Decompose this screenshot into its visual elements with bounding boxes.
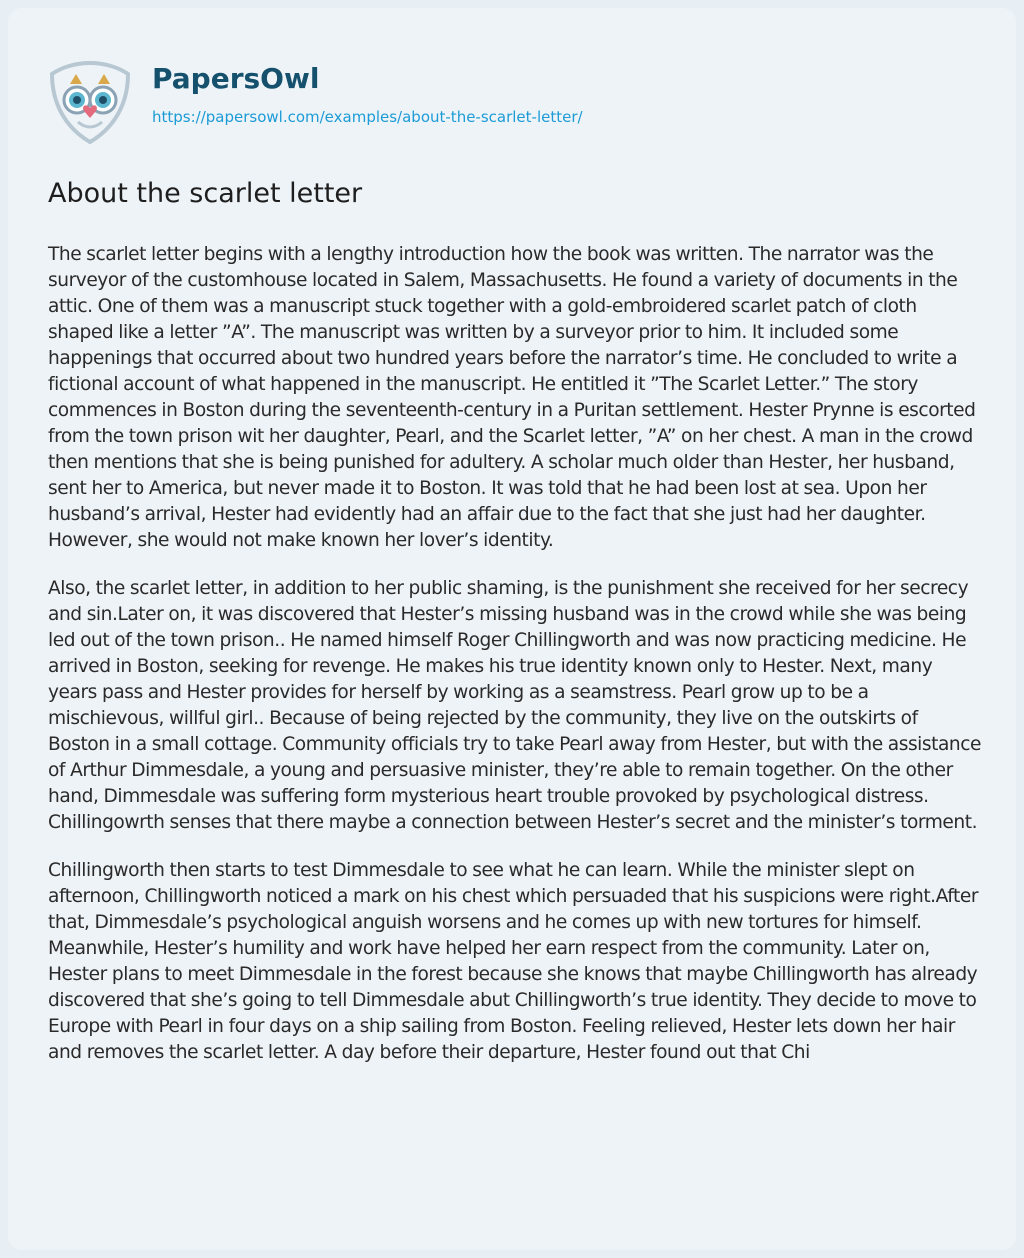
page-url-link[interactable]: https://papersowl.com/examples/about-the-scarlet-letter/ xyxy=(152,108,583,126)
essay-paragraph: The scarlet letter begins with a lengthy introduction how the book was written. The narrator was the surveyor of the customhouse located in Salem, Massachusetts. He found a variety of documents in the attic. One of them was a manuscript stuck together with a gold-embroidered scarlet patch of cloth shaped like a letter ”A”. The manuscript was written by a surveyor prior to him. It included some happenings that occurred about two hundred years before the narrator’s time. He concluded to write a fictional account of what happened in the manuscript. He entitled it ”The Scarlet Letter.” The story commences in Boston during the seventeenth-century in a Puritan settlement. Hester Prynne is escorted from the town prison wit her daughter, Pearl, and the Scarlet letter, ”A” on her chest. A man in the crowd then mentions that she is being punished for adultery. A scholar much older than Hester, her husband, sent her to America, but never made it to Boston. It was told that he had been lost at sea. Upon her husband’s arrival, Hester had evidently had an affair due to the fact that she just had her daughter. However, she would not make known her lover’s identity. xyxy=(48,244,976,551)
essay-title: About the scarlet letter xyxy=(48,178,363,209)
brand-name[interactable]: PapersOwl xyxy=(152,62,320,95)
essay-page xyxy=(8,8,1016,1250)
essay-body xyxy=(48,242,984,1088)
essay-paragraph: Also, the scarlet letter, in addition to her public shaming, is the punishment she received for her secrecy and sin.Later on, it was discovered that Hester’s missing husband was in the crowd while she was being led out of the town prison.. He named himself Roger Chillingworth and was now practicing medicine. He arrived in Boston, seeking for revenge. He makes his true identity known only to Hester. Next, many years pass and Hester provides for herself by working as a seamstress. Pearl grow up to be a mischievous, willful girl.. Because of being rejected by the community, they live on the outskirts of Boston in a small cottage. Community officials try to take Pearl away from Hester, but with the assistance of Arthur Dimmesdale, a young and persuasive minister, they’re able to remain together. On the other hand, Dimmesdale was suffering form mysterious heart trouble provoked by psychological distress. Chillingowrth senses that there maybe a connection between Hester’s secret and the minister’s torment. xyxy=(48,578,982,833)
owl-logo-icon xyxy=(48,60,132,146)
essay-paragraph: Chillingworth then starts to test Dimmesdale to see what he can learn. While the minister slept on afternoon, Chillingworth noticed a mark on his chest which persuaded that his suspicions were right.After that, Dimmesdale’s psychological anguish worsens and he comes up with new tortures for himself. Meanwhile, Hester’s humility and work have helped her earn respect from the community. Later on, Hester plans to meet Dimmesdale in the forest because she knows that maybe Chillingworth has already discovered that she’s going to tell Dimmesdale abut Chillingworth’s true identity. They decide to move to Europe with Pearl in four days on a ship sailing from Boston. Feeling relieved, Hester lets down her hair and removes the scarlet letter. A day before their departure, Hester found out that Chi xyxy=(48,860,979,1063)
